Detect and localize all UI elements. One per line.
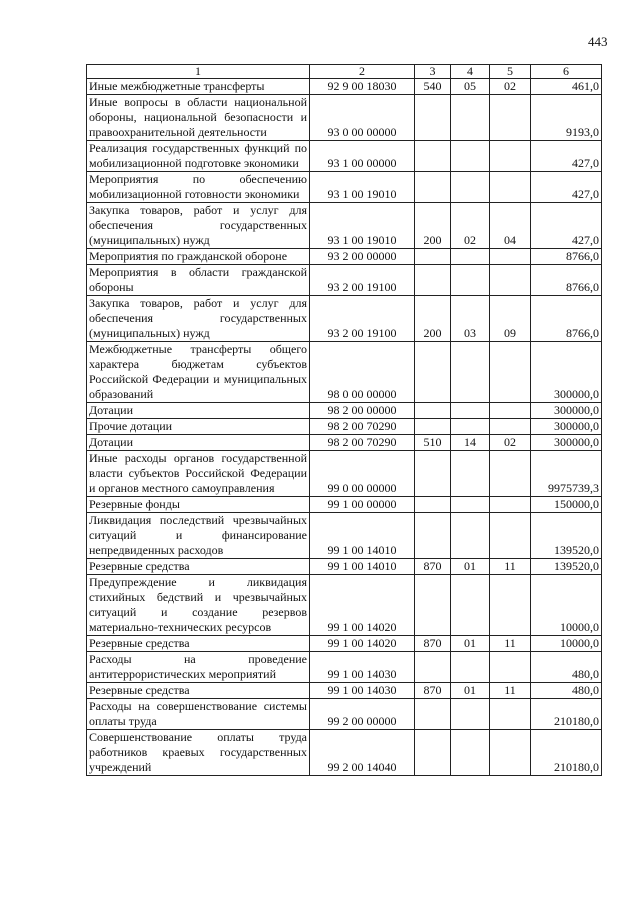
row-code-cell: 98 2 00 70290	[310, 435, 415, 451]
row-col5-cell	[490, 419, 531, 435]
table-row	[87, 79, 602, 95]
row-col4-cell	[451, 172, 490, 203]
row-col4-cell: 01	[451, 636, 490, 652]
row-amount-cell: 210180,0	[531, 730, 602, 776]
row-name-cell: Резервные средства	[87, 636, 310, 652]
row-code-cell: 93 1 00 19010	[310, 203, 415, 249]
row-code-cell: 98 0 00 00000	[310, 342, 415, 403]
row-name-cell: Иные вопросы в области национальной обороны, национальной безопасности и правоохранительной деятельности	[87, 95, 310, 141]
row-name-cell: Дотации	[87, 403, 310, 419]
table-row	[87, 342, 602, 403]
row-col5-cell	[490, 403, 531, 419]
row-col5-cell	[490, 342, 531, 403]
row-col3-cell	[415, 513, 451, 559]
row-amount-cell: 427,0	[531, 172, 602, 203]
row-col3-cell: 540	[415, 79, 451, 95]
row-amount-cell: 139520,0	[531, 559, 602, 575]
row-name-cell: Расходы на проведение антитеррористических мероприятий	[87, 652, 310, 683]
row-col5-cell	[490, 575, 531, 636]
row-col3-cell	[415, 342, 451, 403]
row-col3-cell: 870	[415, 683, 451, 699]
row-name-cell: Дотации	[87, 435, 310, 451]
row-col4-cell	[451, 403, 490, 419]
row-col5-cell	[490, 172, 531, 203]
row-col5-cell	[490, 95, 531, 141]
row-col4-cell	[451, 141, 490, 172]
row-code-cell: 93 2 00 19100	[310, 296, 415, 342]
table-row	[87, 652, 602, 683]
row-name-cell: Резервные средства	[87, 683, 310, 699]
row-col3-cell: 200	[415, 296, 451, 342]
row-col5-cell	[490, 652, 531, 683]
row-amount-cell: 461,0	[531, 79, 602, 95]
column-header: 3	[415, 65, 451, 79]
header-row	[87, 65, 602, 79]
row-col5-cell	[490, 497, 531, 513]
row-code-cell: 99 1 00 14020	[310, 575, 415, 636]
row-col5-cell	[490, 265, 531, 296]
table-row	[87, 559, 602, 575]
row-col5-cell	[490, 249, 531, 265]
row-col4-cell	[451, 265, 490, 296]
table-row	[87, 497, 602, 513]
column-header: 6	[531, 65, 602, 79]
row-code-cell: 99 1 00 14030	[310, 683, 415, 699]
row-name-cell: Реализация государственных функций по мобилизационной подготовке экономики	[87, 141, 310, 172]
row-code-cell: 93 2 00 00000	[310, 249, 415, 265]
row-amount-cell: 300000,0	[531, 342, 602, 403]
table-row	[87, 265, 602, 296]
table-row	[87, 172, 602, 203]
row-col5-cell: 11	[490, 559, 531, 575]
table-row	[87, 699, 602, 730]
column-header: 4	[451, 65, 490, 79]
row-code-cell: 99 2 00 00000	[310, 699, 415, 730]
row-col4-cell: 03	[451, 296, 490, 342]
row-col3-cell	[415, 265, 451, 296]
row-col3-cell	[415, 95, 451, 141]
table-row	[87, 403, 602, 419]
row-col3-cell	[415, 699, 451, 730]
row-code-cell: 93 2 00 19100	[310, 265, 415, 296]
row-col3-cell	[415, 497, 451, 513]
row-amount-cell: 8766,0	[531, 296, 602, 342]
row-col3-cell	[415, 575, 451, 636]
row-amount-cell: 139520,0	[531, 513, 602, 559]
row-name-cell: Расходы на совершенствование системы оплаты труда	[87, 699, 310, 730]
row-name-cell: Совершенствование оплаты труда работников краевых государственных учреждений	[87, 730, 310, 776]
row-amount-cell: 427,0	[531, 141, 602, 172]
row-code-cell: 99 1 00 14030	[310, 652, 415, 683]
table-row	[87, 636, 602, 652]
table-row	[87, 419, 602, 435]
row-col4-cell	[451, 342, 490, 403]
row-col3-cell	[415, 652, 451, 683]
row-amount-cell: 9193,0	[531, 95, 602, 141]
row-code-cell: 93 0 00 00000	[310, 95, 415, 141]
row-col3-cell: 870	[415, 636, 451, 652]
row-col4-cell: 05	[451, 79, 490, 95]
table-row	[87, 730, 602, 776]
row-code-cell: 98 2 00 00000	[310, 403, 415, 419]
row-amount-cell: 10000,0	[531, 575, 602, 636]
row-col4-cell	[451, 451, 490, 497]
row-name-cell: Мероприятия по обеспечению мобилизационной готовности экономики	[87, 172, 310, 203]
row-col4-cell	[451, 95, 490, 141]
row-col4-cell	[451, 730, 490, 776]
table-row	[87, 513, 602, 559]
row-name-cell: Межбюджетные трансферты общего характера бюджетам субъектов Российской Федерации и муниципальных образований	[87, 342, 310, 403]
row-col4-cell	[451, 513, 490, 559]
row-name-cell: Иные межбюджетные трансферты	[87, 79, 310, 95]
table-row	[87, 203, 602, 249]
row-col4-cell: 14	[451, 435, 490, 451]
row-col5-cell	[490, 513, 531, 559]
table-row	[87, 249, 602, 265]
column-header: 1	[87, 65, 310, 79]
row-col4-cell	[451, 575, 490, 636]
row-col3-cell	[415, 249, 451, 265]
row-col4-cell	[451, 419, 490, 435]
row-name-cell: Закупка товаров, работ и услуг для обеспечения государственных (муниципальных) нужд	[87, 203, 310, 249]
row-col3-cell	[415, 172, 451, 203]
table-row	[87, 575, 602, 636]
row-col5-cell	[490, 141, 531, 172]
row-col3-cell	[415, 419, 451, 435]
row-col5-cell: 09	[490, 296, 531, 342]
row-amount-cell: 300000,0	[531, 403, 602, 419]
row-col3-cell: 200	[415, 203, 451, 249]
row-amount-cell: 210180,0	[531, 699, 602, 730]
row-name-cell: Ликвидация последствий чрезвычайных ситуаций и финансирование непредвиденных расходов	[87, 513, 310, 559]
row-amount-cell: 10000,0	[531, 636, 602, 652]
table-row	[87, 451, 602, 497]
row-col4-cell: 02	[451, 203, 490, 249]
page-number: 443	[588, 34, 608, 49]
row-col3-cell	[415, 451, 451, 497]
table-row	[87, 435, 602, 451]
row-amount-cell: 480,0	[531, 683, 602, 699]
row-name-cell: Закупка товаров, работ и услуг для обеспечения государственных (муниципальных) нужд	[87, 296, 310, 342]
column-header: 2	[310, 65, 415, 79]
row-code-cell: 99 1 00 14020	[310, 636, 415, 652]
row-col4-cell: 01	[451, 559, 490, 575]
row-name-cell: Иные расходы органов государственной власти субъектов Российской Федерации и органов местного самоуправления	[87, 451, 310, 497]
row-name-cell: Резервные фонды	[87, 497, 310, 513]
row-col5-cell	[490, 699, 531, 730]
row-amount-cell: 9975739,3	[531, 451, 602, 497]
row-amount-cell: 427,0	[531, 203, 602, 249]
row-col5-cell: 04	[490, 203, 531, 249]
row-col5-cell	[490, 730, 531, 776]
row-name-cell: Мероприятия в области гражданской обороны	[87, 265, 310, 296]
row-code-cell: 99 1 00 14010	[310, 559, 415, 575]
row-amount-cell: 300000,0	[531, 419, 602, 435]
row-col3-cell: 870	[415, 559, 451, 575]
table-row	[87, 683, 602, 699]
row-col3-cell	[415, 730, 451, 776]
table-row	[87, 296, 602, 342]
row-col5-cell: 11	[490, 683, 531, 699]
budget-table	[86, 64, 602, 776]
row-col4-cell	[451, 699, 490, 730]
column-header: 5	[490, 65, 531, 79]
row-name-cell: Предупреждение и ликвидация стихийных бедствий и чрезвычайных ситуаций и создание резервов материально-технических ресурсов	[87, 575, 310, 636]
row-col3-cell: 510	[415, 435, 451, 451]
row-col3-cell	[415, 141, 451, 172]
table-body	[87, 79, 602, 776]
row-amount-cell: 8766,0	[531, 249, 602, 265]
row-code-cell: 99 0 00 00000	[310, 451, 415, 497]
row-code-cell: 99 1 00 14010	[310, 513, 415, 559]
row-code-cell: 98 2 00 70290	[310, 419, 415, 435]
row-col4-cell	[451, 652, 490, 683]
row-col3-cell	[415, 403, 451, 419]
table-row	[87, 141, 602, 172]
table-row	[87, 95, 602, 141]
row-amount-cell: 480,0	[531, 652, 602, 683]
row-name-cell: Прочие дотации	[87, 419, 310, 435]
table-header	[87, 65, 602, 79]
row-code-cell: 92 9 00 18030	[310, 79, 415, 95]
row-col4-cell	[451, 497, 490, 513]
row-amount-cell: 8766,0	[531, 265, 602, 296]
row-name-cell: Мероприятия по гражданской обороне	[87, 249, 310, 265]
row-code-cell: 93 1 00 00000	[310, 141, 415, 172]
row-code-cell: 93 1 00 19010	[310, 172, 415, 203]
row-col5-cell: 02	[490, 79, 531, 95]
row-amount-cell: 300000,0	[531, 435, 602, 451]
row-code-cell: 99 1 00 00000	[310, 497, 415, 513]
row-col4-cell: 01	[451, 683, 490, 699]
row-amount-cell: 150000,0	[531, 497, 602, 513]
row-col5-cell: 11	[490, 636, 531, 652]
row-col4-cell	[451, 249, 490, 265]
row-col5-cell: 02	[490, 435, 531, 451]
row-name-cell: Резервные средства	[87, 559, 310, 575]
row-col5-cell	[490, 451, 531, 497]
row-code-cell: 99 2 00 14040	[310, 730, 415, 776]
